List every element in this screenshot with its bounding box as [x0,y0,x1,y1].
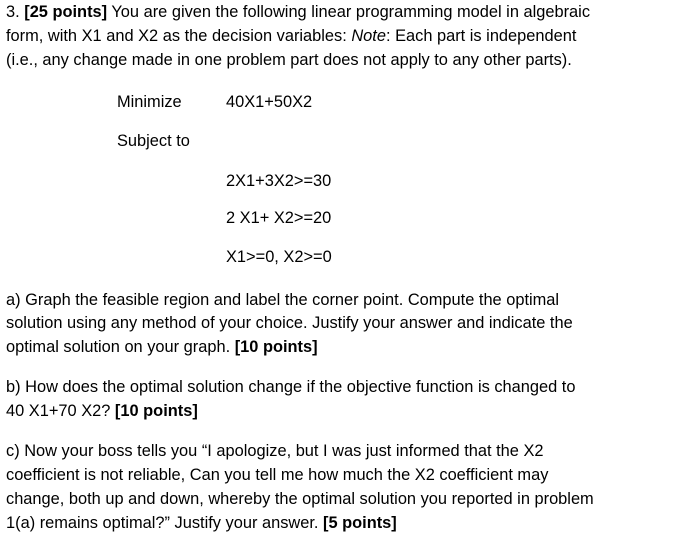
problem-number: 3. [6,3,20,21]
part-c-line-1: c) Now your boss tells you “I apologize, but I was just informed that the X2 [6,442,544,460]
part-b-points: [10 points] [114,402,198,420]
part-c-line-4-text: 1(a) remains optimal?” Justify your answer. [6,514,323,532]
intro-line-3-text: (i.e., any change made in one problem part does not apply to any other parts). [6,51,572,69]
constraint-3: X1>=0, X2>=0 [226,248,332,266]
intro-and: and [101,27,139,45]
intro-line-2-b: as the decision variables: [158,27,352,45]
note-label: Note [351,27,386,45]
part-a-line-2: solution using any method of your choice. Justify your answer and indicate the [6,314,573,332]
intro-line-1-text: You are given the following linear programming model in algebraic [107,3,591,21]
part-c-line-3: change, both up and down, whereby the optimal solution you reported in problem [6,490,594,508]
intro-line-3 [6,50,572,70]
objective-function: 40X1+50X2 [226,93,313,111]
part-c-points: [5 points] [323,514,397,532]
subject-to-label: Subject to [117,132,190,150]
part-a-line-1: a) Graph the feasible region and label the corner point. Compute the optimal [6,291,560,309]
var-x2: X2 [138,27,159,45]
constraint-2: 2 X1+ X2>=20 [226,209,332,227]
problem-points: [25 points] [24,3,108,21]
part-a-line-3 [6,337,318,357]
part-c-line-4 [6,513,397,533]
intro-line-2-a: form, with [6,27,82,45]
part-c-line-2: coefficient is not reliable, Can you tell me how much the X2 coefficient may [6,466,549,484]
part-a-points: [10 points] [234,338,318,356]
part-b-line-1: b) How does the optimal solution change if the objective function is changed to [6,378,576,396]
constraint-1: 2X1+3X2>=30 [226,172,332,190]
part-b-line-2 [6,401,198,421]
part-a-line-3-text: optimal solution on your graph. [6,338,235,356]
intro-line-1 [6,2,590,22]
var-x1: X1 [81,27,102,45]
part-b-line-2-text: 40 X1+70 X2? [6,402,115,420]
intro-line-2 [6,26,576,46]
minimize-label: Minimize [117,93,182,111]
intro-line-2-c: : Each part is independent [385,27,577,45]
